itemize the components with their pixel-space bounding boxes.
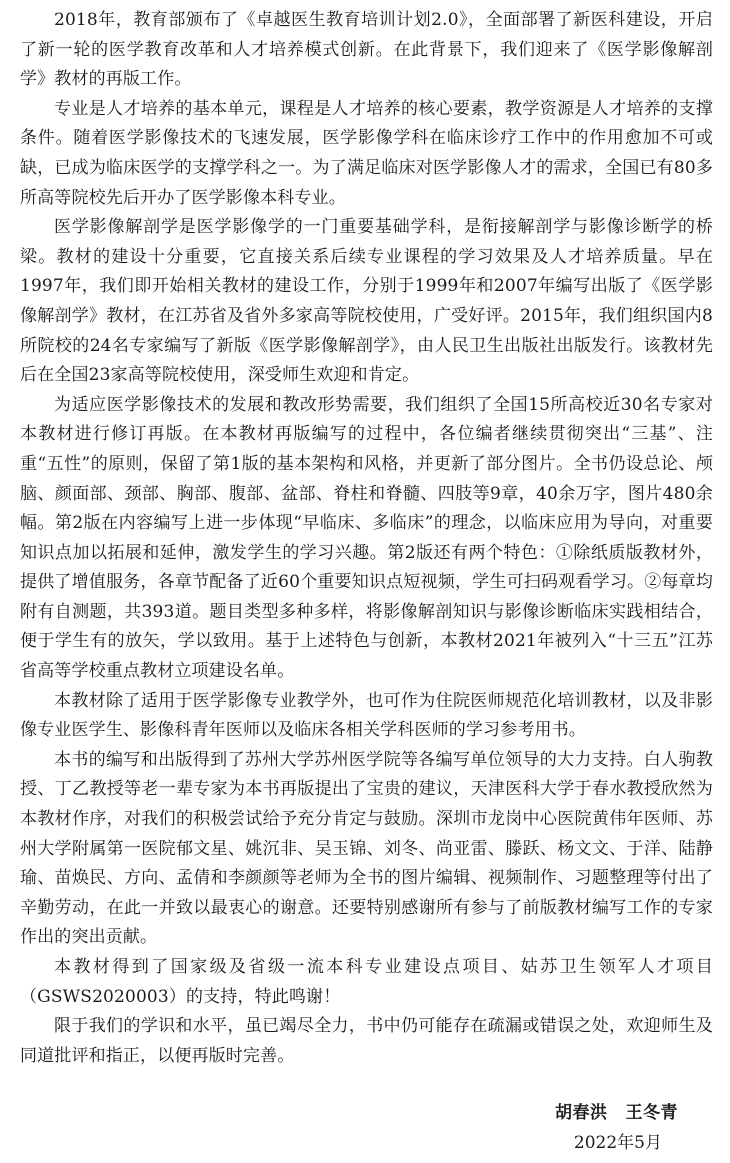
- paragraph: 限于我们的学识和水平，虽已竭尽全力，书中仍可能存在疏漏或错误之处，欢迎师生及同道批评和指正，以便再版时完善。: [20, 1016, 713, 1066]
- paragraph: 本书的编写和出版得到了苏州大学苏州医学院等各编写单位领导的大力支持。白人驹教授、丁乙教授等老一辈专家为本书再版提出了宝贵的建议，天津医科大学于春水教授欣然为本教材作序，对我们的积极尝试给予充分肯定与鼓励。深圳市龙岗中心医院黄伟年医师、苏州大学附属第一医院郁文星、姚沉非、吴玉锦、刘冬、尚亚雷、滕跃、杨文文、于洋、陆静瑜、苗焕民、方向、孟倩和李颜颜等老师为全书的图片编辑、视频制作、习题整理等付出了辛勤劳动，在此一并致以最衷心的谢意。还要特别感谢所有参与了前版教材编写工作的专家作出的突出贡献。: [20, 749, 713, 948]
- paragraph: 专业是人才培养的基本单元，课程是人才培养的核心要素，教学资源是人才培养的支撑条件。随着医学影像技术的飞速发展，医学影像学科在临床诊疗工作中的作用愈加不可或缺，已成为临床医学的支撑学科之一。为了满足临床对医学影像人才的需求，全国已有80多所高等院校先后开办了医学影像本科专业。: [20, 98, 713, 208]
- paragraph: 2018年，教育部颁布了《卓越医生教育培训计划2.0》，全面部署了新医科建设，开启了新一轮的医学教育改革和人才培养模式创新。在此背景下，我们迎来了《医学影像解剖学》教材的再版工作。: [20, 10, 713, 90]
- author-signature: [555, 1098, 678, 1123]
- author-name: 王冬青: [625, 1103, 678, 1123]
- paragraph: 本教材得到了国家级及省级一流本科专业建设点项目、姑苏卫生领军人才项目（GSWS2020003）的支持，特此鸣谢！: [20, 957, 713, 1007]
- preface-date: 2022年5月: [573, 1133, 662, 1153]
- author-name: 胡春洪: [555, 1103, 608, 1123]
- paragraph: 医学影像解剖学是医学影像学的一门重要基础学科，是衔接解剖学与影像诊断学的桥梁。教材的建设十分重要，它直接关系后续专业课程的学习效果及人才培养质量。早在1997年，我们即开始相关教材的建设工作，分别于1999年和2007年编写出版了《医学影像解剖学》教材，在江苏省及省外多家高等院校使用，广受好评。2015年，我们组织国内8所院校的24名专家编写了新版《医学影像解剖学》，由人民卫生出版社出版发行。该教材先后在全国23家高等院校使用，深受师生欢迎和肯定。: [20, 217, 713, 386]
- preface-body: [20, 6, 713, 1071]
- paragraph: 为适应医学影像技术的发展和教改形势需要，我们组织了全国15所高校近30名专家对本教材进行修订再版。在本教材再版编写的过程中，各位编者继续贯彻突出“三基”、注重“五性”的原则，保留了第1版的基本架构和风格，并更新了部分图片。全书仍设总论、颅脑、颜面部、颈部、胸部、腹部、盆部、脊柱和脊髓、四肢等9章，40余万字，图片480余幅。第2版在内容编写上进一步体现“早临床、多临床”的理念，以临床应用为导向，对重要知识点加以拓展和延伸，激发学生的学习兴趣。第2版还有两个特色：①除纸质版教材外，提供了增值服务，各章节配备了近60个重要知识点短视频，学生可扫码观看学习。②每章均附有自测题，共393道。题目类型多种多样，将影像解剖知识与影像诊断临床实践相结合，便于学生有的放矢，学以致用。基于上述特色与创新，本教材2021年被列入“十三五”江苏省高等学校重点教材立项建设名单。: [20, 394, 713, 682]
- paragraph: 本教材除了适用于医学影像专业教学外，也可作为住院医师规范化培训教材，以及非影像专业医学生、影像科青年医师以及临床各相关学科医师的学习参考用书。: [20, 690, 713, 741]
